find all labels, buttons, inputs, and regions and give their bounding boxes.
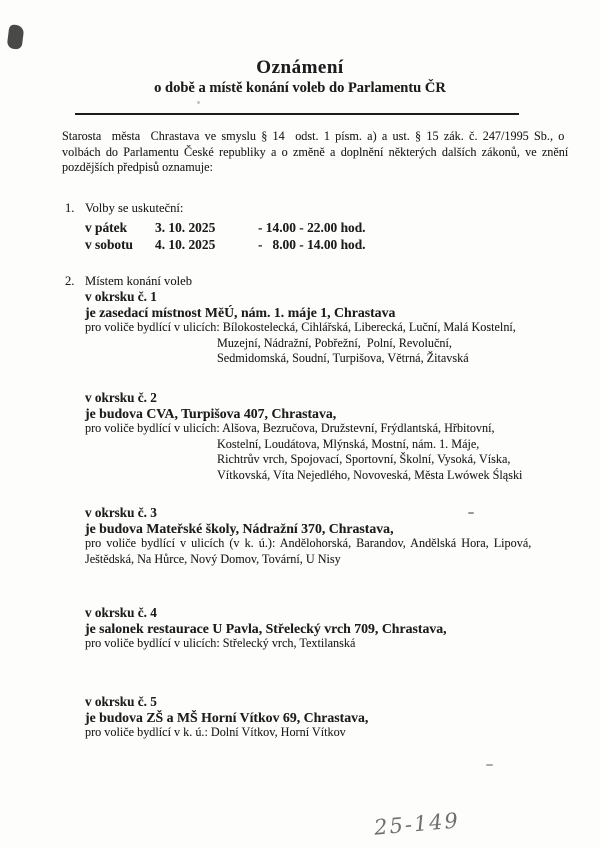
doc-subtitle: o době a místě konání voleb do Parlamentu ČR: [154, 80, 446, 96]
district-heading: v okrsku č. 1: [85, 289, 157, 304]
streets-line: Ještědská, Na Hůrce, Nový Domov, Tovární, U Nisy: [85, 551, 341, 566]
list-number: 2.: [65, 274, 75, 288]
intro-line: Starosta města Chrastava ve smyslu § 14 odst. 1 písm. a) a ust. § 15 zák. č. 247/1995 Sb., o: [62, 129, 565, 143]
streets-line: Richtrův vrch, Spojovací, Sportovní, Školní, Vysoká, Víska,: [217, 452, 511, 466]
list-item-polling-places: [65, 274, 192, 289]
date-value: 4. 10. 2025: [155, 237, 216, 252]
title-underline: [75, 113, 519, 115]
streets-line: pro voliče bydlící v ulicích: Bílokostelecká, Cihlářská, Liberecká, Luční, Malá Kostelní,: [85, 320, 516, 334]
district-heading: v okrsku č. 3: [85, 505, 157, 520]
list-item-election-dates: [65, 201, 366, 253]
scan-speck: [197, 101, 200, 104]
streets-line: Sedmidomská, Soudní, Turpišova, Větrná, Žitavská: [217, 351, 469, 365]
streets-line: Muzejní, Nádražní, Pobřežní, Polní, Revoluční,: [217, 335, 452, 350]
scan-speck: [486, 764, 493, 766]
district-venue: je budova CVA, Turpišova 407, Chrastava,: [85, 405, 337, 421]
streets-line: pro voliče bydlící v ulicích: Střelecký vrch, Textilanská: [85, 636, 356, 650]
election-date-row: [85, 219, 366, 236]
streets-line: Vítkovská, Víta Nejedlého, Novoveská, Města Lwówek Śląski: [217, 467, 523, 482]
date-day: v sobotu: [85, 237, 133, 252]
date-value: 3. 10. 2025: [155, 220, 216, 235]
streets-line: pro voliče bydlící v k. ú.: Dolní Vítkov, Horní Vítkov: [85, 725, 346, 739]
streets-line: pro voliče bydlící v ulicích: Alšova, Bezručova, Družstevní, Frýdlantská, Hřbitovní,: [85, 421, 495, 435]
doc-title: Oznámení: [256, 57, 344, 78]
intro-line: pozdějších předpisů oznamuje:: [62, 160, 213, 175]
streets-line: Kostelní, Loudátova, Mlýnská, Mostní, nám. 1. Máje,: [217, 436, 480, 451]
district-heading: v okrsku č. 4: [85, 605, 157, 620]
date-day: v pátek: [85, 220, 128, 235]
district-venue: je salonek restaurace U Pavla, Střelecký vrch 709, Chrastava,: [85, 620, 447, 636]
date-time: - 8.00 - 14.00 hod.: [258, 237, 366, 252]
list-label: Místem konání voleb: [85, 274, 193, 288]
scan-blob-artifact: [7, 24, 25, 50]
district-venue: je budova Mateřské školy, Nádražní 370, Chrastava,: [85, 520, 394, 536]
district-block-2: [85, 390, 522, 483]
district-venue: je zasedací místnost MěÚ, nám. 1. máje 1, Chrastava: [85, 304, 396, 320]
streets-line: pro voliče bydlící v ulicích (v k. ú.): Andělohorská, Barandov, Andělská Hora, Lipová,: [85, 536, 532, 550]
list-label: Volby se uskuteční:: [85, 201, 184, 215]
intro-line: volbách do Parlamentu České republiky a o změně a doplnění některých dalších zákonů, ve znění: [62, 144, 569, 159]
district-block-4: [85, 605, 447, 652]
district-block-3: [85, 505, 531, 567]
district-block-5: [85, 694, 368, 741]
election-date-row: [85, 236, 366, 253]
intro-paragraph: [62, 129, 568, 176]
handwritten-note: 25-149: [373, 808, 461, 840]
date-time: - 14.00 - 22.00 hod.: [258, 220, 366, 235]
list-item-heading: [65, 201, 366, 216]
district-venue: je budova ZŠ a MŠ Horní Vítkov 69, Chrastava,: [85, 709, 369, 725]
district-block-1: [85, 289, 516, 367]
list-number: 1.: [65, 201, 75, 215]
district-heading: v okrsku č. 2: [85, 390, 157, 405]
district-heading: v okrsku č. 5: [85, 694, 157, 709]
election-dates: [85, 219, 366, 253]
